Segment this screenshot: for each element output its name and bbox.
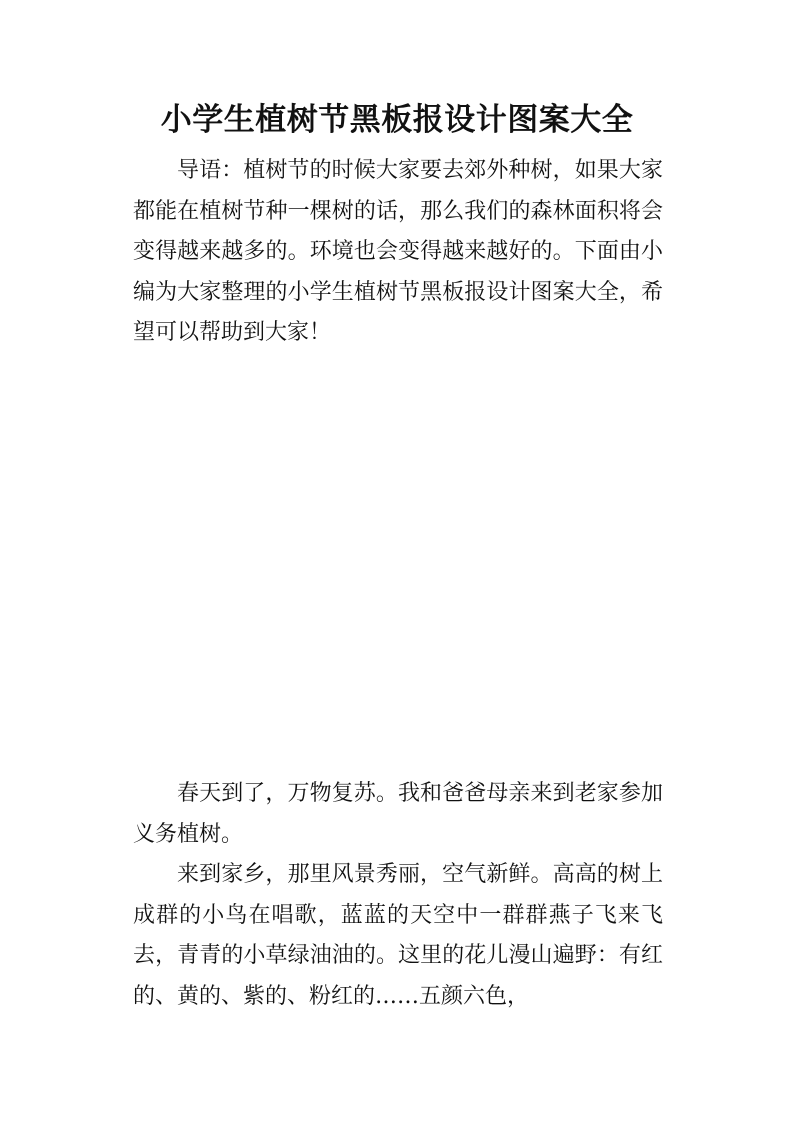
intro-paragraph: 导语：植树节的时候大家要去郊外种树，如果大家都能在植树节种一棵树的话，那么我们的森林面积将会变得越来越多的。环境也会变得越来越好的。下面由小编为大家整理的小学生植树节黑板报设计图案大全，希望可以帮助到大家！ — [133, 158, 663, 345]
body-paragraph-1: 春天到了，万物复苏。我和爸爸母亲来到老家参加义务植树。 — [133, 781, 663, 847]
document-title: 小学生植树节黑板报设计图案大全 — [160, 102, 634, 138]
body-paragraph-2: 来到家乡，那里风景秀丽，空气新鲜。高高的树上成群的小鸟在唱歌，蓝蓝的天空中一群群燕子飞来飞去，青青的小草绿油油的。这里的花儿漫山遍野：有红的、黄的、紫的、粉红的……五颜六色， — [133, 862, 663, 1009]
